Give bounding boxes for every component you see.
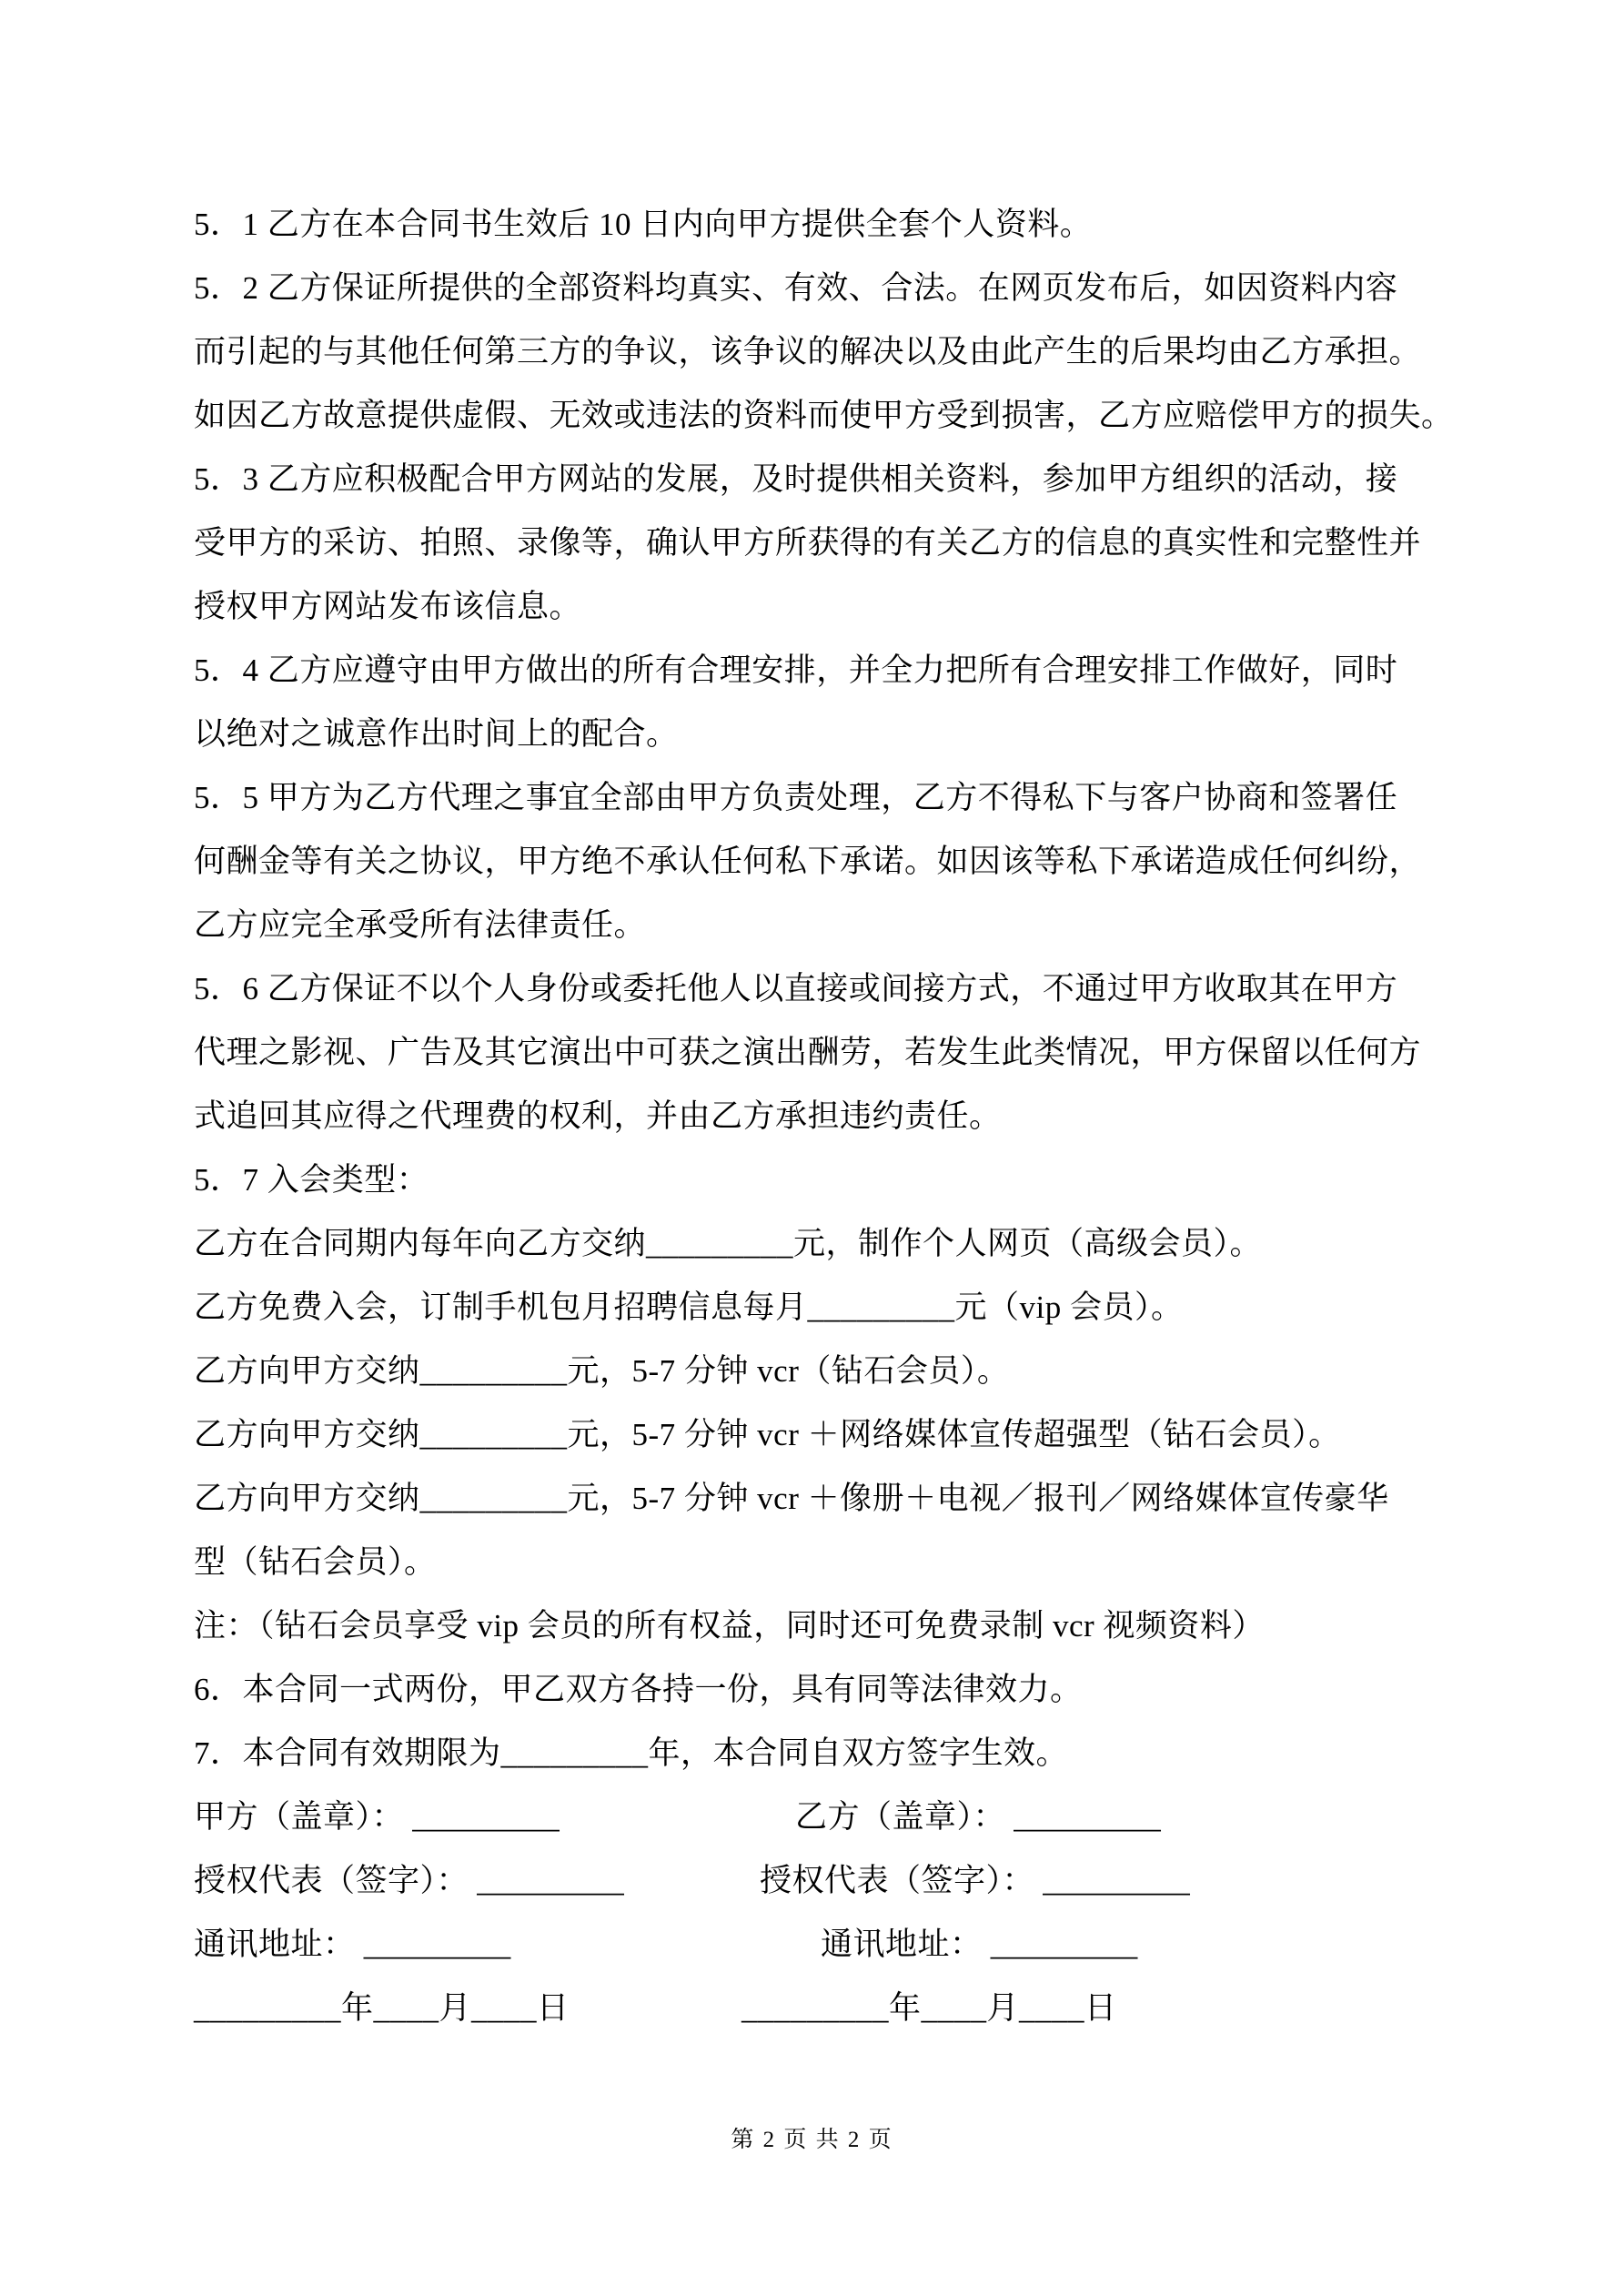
clause-5-4-line-1: 5．4 乙方应遵守由甲方做出的所有合理安排，并全力把所有合理安排工作做好，同时 [194,652,1398,688]
clause-7: 7．本合同有效期限为_________年，本合同自双方签字生效。 [194,1735,1069,1771]
membership-premium-line: 乙方在合同期内每年向乙方交纳_________元，制作个人网页（高级会员）。 [194,1226,1263,1261]
clause-5-6-line-3: 式追回其应得之代理费的权利，并由乙方承担违约责任。 [194,1098,1002,1134]
membership-diamond-line-2: 乙方向甲方交纳_________元，5-7 分钟 vcr ＋网络媒体宣传超强型（钻石会员）。 [194,1417,1341,1452]
party-b-representative-label: 授权代表（签字）： _________ [760,1863,1191,1898]
clause-5-5-line-3: 乙方应完全承受所有法律责任。 [194,907,647,943]
clause-5-5-line-1: 5．5 甲方为乙方代理之事宜全部由甲方负责处理，乙方不得私下与客户协商和签署任 [194,780,1398,815]
clause-5-3-line-1: 5．3 乙方应积极配合甲方网站的发展，及时提供相关资料，参加甲方组织的活动，接 [194,461,1398,497]
clause-5-2-line-2: 而引起的与其他任何第三方的争议，该争议的解决以及由此产生的后果均由乙方承担。 [194,334,1422,369]
clause-5-2-line-1: 5．2 乙方保证所提供的全部资料均真实、有效、合法。在网页发布后，如因资料内容 [194,270,1398,306]
membership-note-line: 注：（钻石会员享受 vip 会员的所有权益，同时还可免费录制 vcr 视频资料） [194,1608,1265,1644]
clause-5-7-heading: 5．7 入会类型： [194,1162,429,1198]
clause-5-3-line-3: 授权甲方网站发布该信息。 [194,589,582,624]
party-a-date-blank: _________年____月____日 [194,1990,570,2026]
signature-row-date [194,1977,1436,2040]
page-number: 第 2 页 共 2 页 [731,2128,893,2152]
clause-5-6-line-2: 代理之影视、广告及其它演出中可获之演出酬劳，若发生此类情况，甲方保留以任何方 [194,1035,1422,1070]
contract-body [194,193,1454,2040]
signature-row-representative [194,1849,1436,1913]
party-a-address-label: 通讯地址： _________ [194,1927,511,1962]
party-a-seal-label: 甲方（盖章）： _________ [194,1799,560,1835]
membership-vip-line: 乙方免费入会，订制手机包月招聘信息每月_________元（vip 会员）。 [194,1290,1184,1325]
clause-5-1: 5．1 乙方在本合同书生效后 10 日内向甲方提供全套个人资料。 [194,207,1093,242]
signature-row-seal [194,1785,1436,1849]
membership-diamond-line-1: 乙方向甲方交纳_________元，5-7 分钟 vcr（钻石会员）。 [194,1353,1010,1389]
clause-5-3-line-2: 受甲方的采访、拍照、录像等，确认甲方所获得的有关乙方的信息的真实性和完整性并 [194,525,1422,561]
clause-5-5-line-2: 何酬金等有关之协议，甲方绝不承认任何私下承诺。如因该等私下承诺造成任何纠纷， [194,844,1422,879]
party-b-seal-label: 乙方（盖章）： _________ [795,1799,1162,1835]
clause-5-2-line-3: 如因乙方故意提供虚假、无效或违法的资料而使甲方受到损害，乙方应赔偿甲方的损失。 [194,398,1454,433]
clause-6: 6．本合同一式两份，甲乙双方各持一份，具有同等法律效力。 [194,1672,1083,1707]
party-a-representative-label: 授权代表（签字）： _________ [194,1863,625,1898]
membership-diamond-line-3b: 型（钻石会员）。 [194,1544,437,1580]
membership-diamond-line-3a: 乙方向甲方交纳_________元，5-7 分钟 vcr ＋像册＋电视／报刊／网络媒体宣传豪华 [194,1481,1389,1516]
clause-5-4-line-2: 以绝对之诚意作出时间上的配合。 [194,716,679,752]
party-b-address-label: 通讯地址： _________ [821,1927,1138,1962]
signature-row-address [194,1913,1436,1977]
party-b-date-blank: _________年____月____日 [741,1990,1117,2026]
clause-5-6-line-1: 5．6 乙方保证不以个人身份或委托他人以直接或间接方式，不通过甲方收取其在甲方 [194,971,1398,1006]
